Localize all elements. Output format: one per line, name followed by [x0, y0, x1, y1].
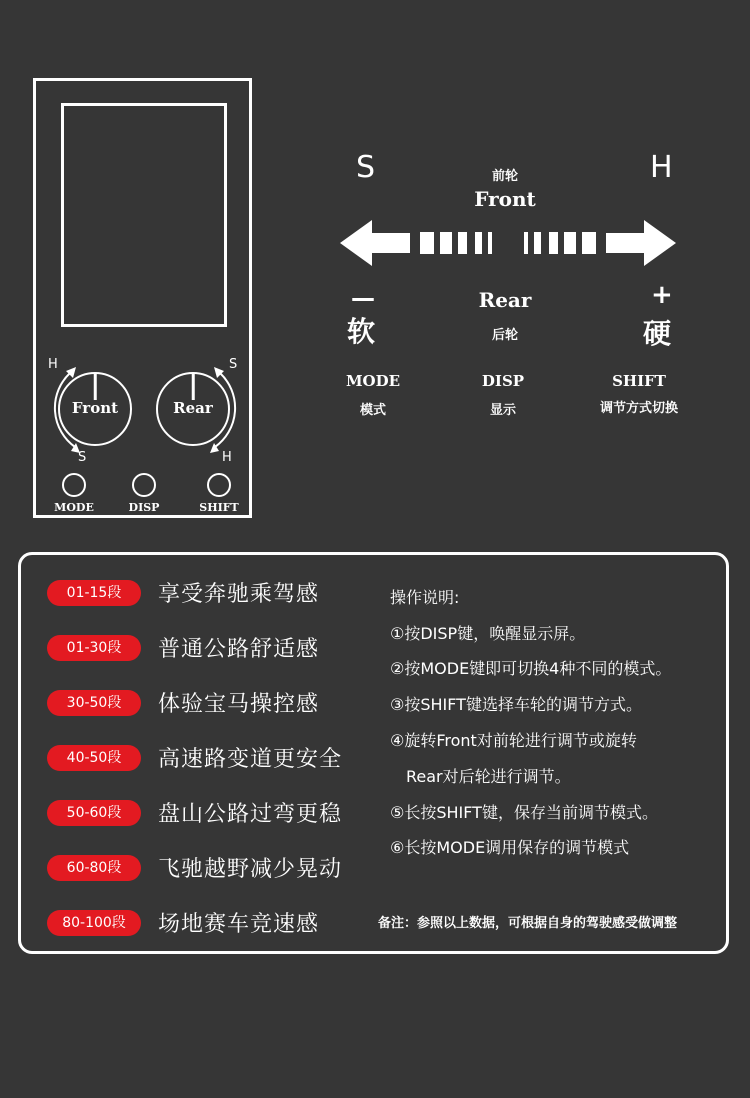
hard-label: 硬 — [643, 317, 672, 350]
instruction-step: ⑥长按MODE调用保存的调节模式 — [390, 838, 630, 857]
hard-letter-h: H — [650, 150, 673, 185]
instruction-step: ②按MODE键即可切换4种不同的模式。 — [390, 659, 672, 678]
mode-button[interactable] — [62, 473, 86, 497]
legend-disp-cn: 显示 — [489, 403, 516, 418]
instructions-title: 操作说明: — [390, 588, 460, 607]
front-en-label: Front — [474, 187, 536, 211]
legend-shift-cn: 调节方式切换 — [599, 401, 678, 416]
legend-shift-en: SHIFT — [612, 372, 666, 390]
range-description: 飞驰越野减少晃动 — [158, 857, 343, 882]
front-knob-label: Front — [71, 399, 119, 417]
instruction-step: ③按SHIFT键选择车轮的调节方式。 — [390, 695, 642, 714]
double-arrow-icon — [338, 218, 678, 268]
range-badge: 80-100段 — [47, 910, 141, 936]
right-bottom-letter: H — [222, 450, 232, 465]
left-bottom-letter: S — [78, 450, 87, 465]
instruction-step: ⑤长按SHIFT键，保存当前调节模式。 — [390, 803, 658, 822]
shift-button-label: SHIFT — [199, 501, 239, 514]
range-badge: 01-15段 — [47, 580, 141, 606]
front-knob[interactable] — [58, 372, 132, 446]
range-description: 场地赛车竞速感 — [158, 912, 320, 937]
rear-cn-label: 后轮 — [491, 328, 518, 343]
range-badge: 30-50段 — [47, 690, 141, 716]
range-description: 盘山公路过弯更稳 — [158, 802, 343, 827]
shift-button[interactable] — [207, 473, 231, 497]
range-description: 体验宝马操控感 — [158, 692, 320, 717]
range-description: 普通公路舒适感 — [158, 637, 320, 662]
legend-mode-en: MODE — [345, 372, 401, 390]
disp-button[interactable] — [132, 473, 156, 497]
soft-letter-s: S — [356, 150, 376, 185]
range-badge: 60-80段 — [47, 855, 141, 881]
rear-en-label: Rear — [478, 288, 532, 312]
instruction-step: ④旋转Front对前轮进行调节或旋转 — [390, 731, 637, 750]
plus-sign: + — [651, 280, 673, 310]
soft-label: 软 — [347, 315, 376, 348]
instruction-step: Rear对后轮进行调节。 — [406, 767, 571, 786]
range-badge: 50-60段 — [47, 800, 141, 826]
front-cn-label: 前轮 — [491, 169, 518, 184]
adjustment-note: 备注：参照以上数据，可根据自身的驾驶感受做调整 — [378, 916, 678, 931]
legend-disp-en: DISP — [481, 372, 525, 390]
mode-button-label: MODE — [54, 501, 94, 514]
range-badge: 40-50段 — [47, 745, 141, 771]
instruction-step: ①按DISP键，唤醒显示屏。 — [390, 624, 586, 643]
disp-button-label: DISP — [128, 501, 160, 514]
range-description: 享受奔驰乘驾感 — [158, 582, 320, 607]
range-badge: 01-30段 — [47, 635, 141, 661]
left-top-letter: H — [48, 357, 58, 372]
rear-knob-label: Rear — [173, 399, 213, 417]
legend-mode-cn: 模式 — [359, 403, 386, 418]
right-top-letter: S — [229, 357, 238, 372]
range-description: 高速路变道更安全 — [158, 747, 343, 772]
rear-knob[interactable] — [156, 372, 230, 446]
minus-sign: — — [351, 284, 375, 312]
display-screen — [61, 103, 227, 327]
